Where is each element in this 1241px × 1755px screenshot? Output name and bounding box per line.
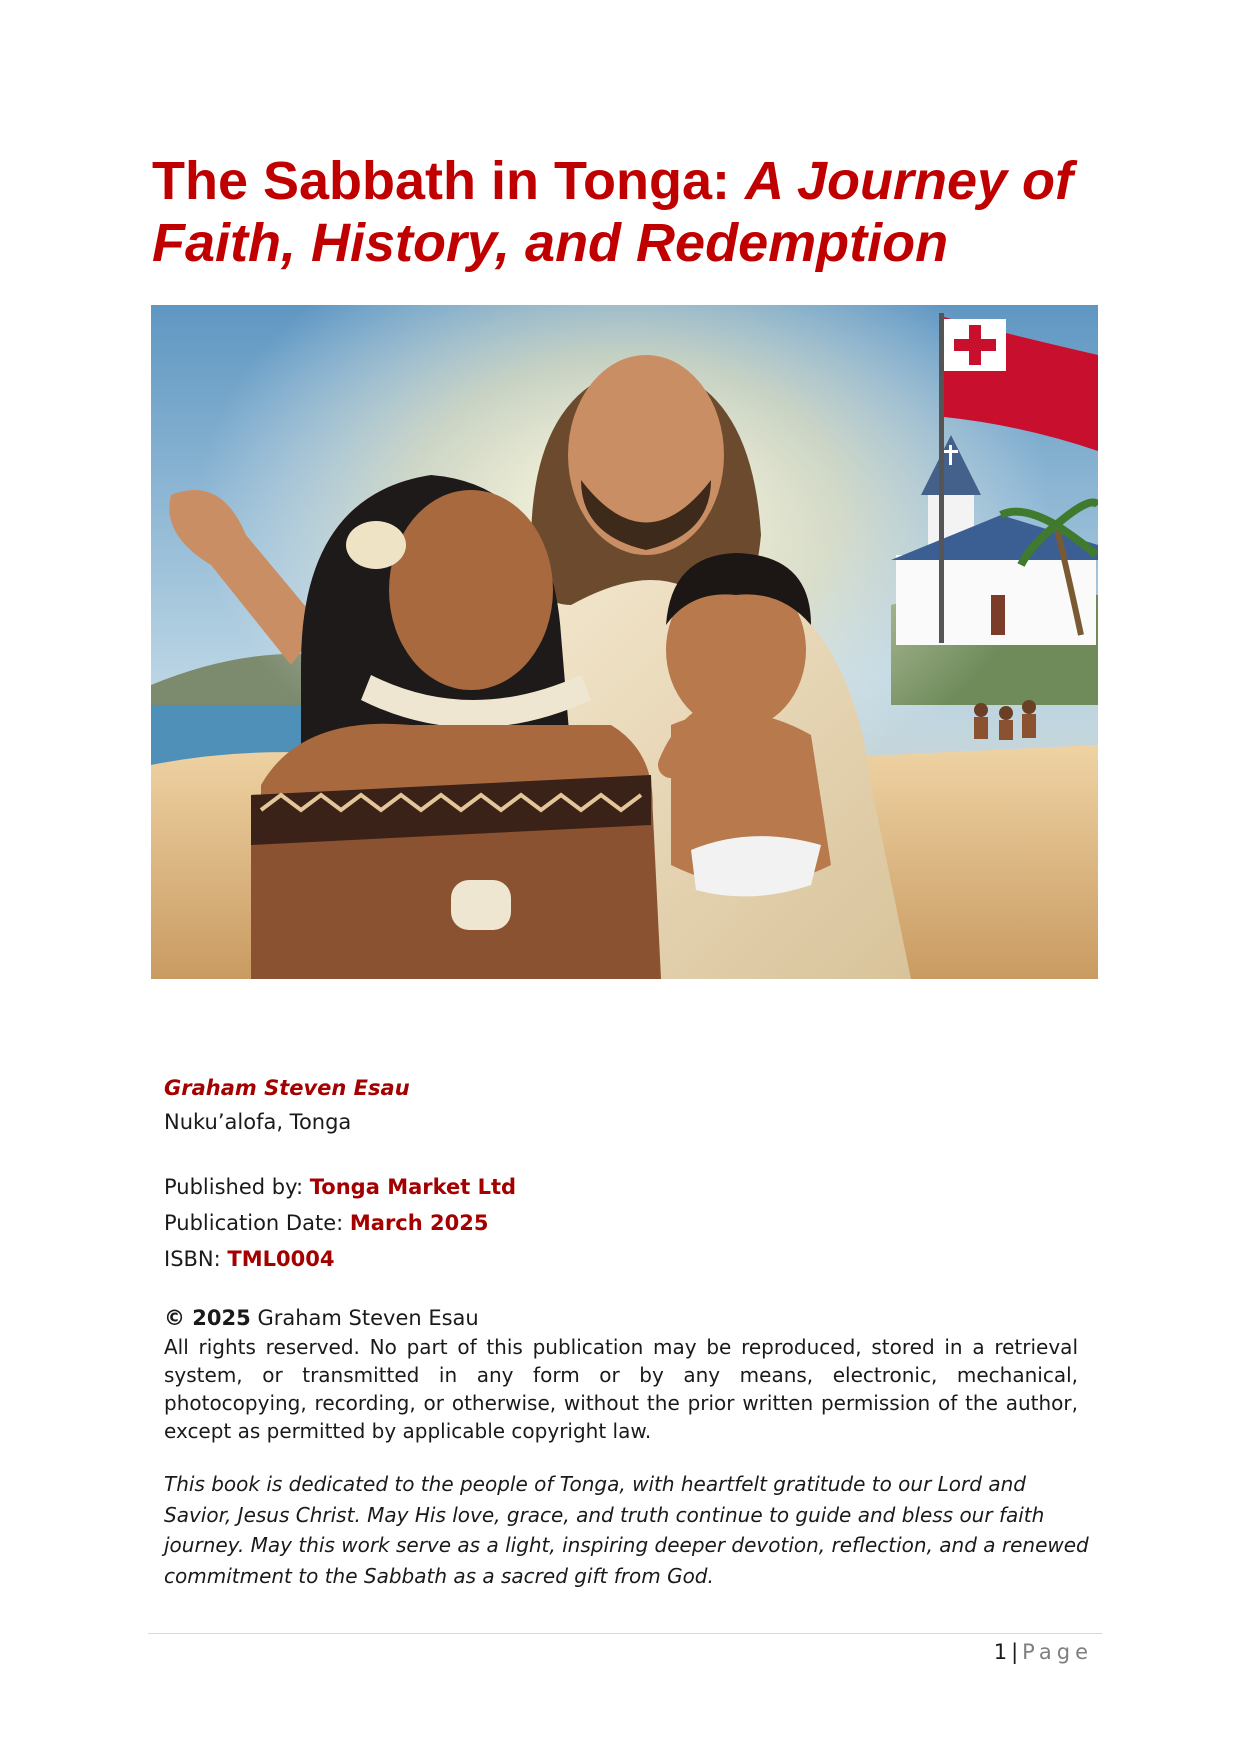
- page-word: Page: [1022, 1640, 1093, 1664]
- isbn-label: ISBN:: [164, 1247, 228, 1271]
- isbn-line: [164, 1241, 1084, 1277]
- cover-illustration-icon: [151, 305, 1098, 979]
- publication-date-line: [164, 1205, 1084, 1241]
- publication-info: [164, 1071, 1089, 1591]
- rights-statement: All rights reserved. No part of this publication may be reproduced, stored in a retrieval system, or transmitted in any form or by any means, electronic, mechanical, photocopying, recording, or otherwise, without the prior written permission of the author, except as permitted by applicable copyright law.: [164, 1335, 1078, 1443]
- publication-date: March 2025: [349, 1211, 489, 1235]
- page-separator: |: [1011, 1640, 1019, 1664]
- page-number: 1: [993, 1640, 1008, 1664]
- dedication: This book is dedicated to the people of Tonga, with heartfelt gratitude to our Lord and Savior, Jesus Christ. May His love, grace, and truth continue to guide and bless our faith journey. May this work serve as a light, inspiring deeper devotion, reflection, and a renewed commitment to the Sabbath as a sacred gift from God.: [164, 1472, 1089, 1588]
- page-footer: [994, 1638, 1093, 1666]
- publisher-name: Tonga Market Ltd: [309, 1175, 517, 1199]
- author-name: Graham Steven Esau: [164, 1076, 410, 1100]
- publication-date-label: Publication Date:: [164, 1211, 350, 1235]
- title-subtitle: A Journey of Faith, History, and Redemption: [152, 151, 1074, 273]
- copyright-line: [164, 1303, 1084, 1333]
- title-main: The Sabbath in Tonga:: [152, 151, 745, 211]
- publisher-label: Published by:: [164, 1175, 310, 1199]
- author-location: Nuku’alofa, Tonga: [164, 1110, 352, 1134]
- footer-divider: [148, 1633, 1102, 1634]
- copyright-holder: Graham Steven Esau: [250, 1306, 479, 1330]
- copyright-year: © 2025: [164, 1306, 251, 1330]
- isbn-value: TML0004: [227, 1247, 335, 1271]
- document-title: [152, 150, 1112, 274]
- publisher-line: [164, 1169, 1084, 1205]
